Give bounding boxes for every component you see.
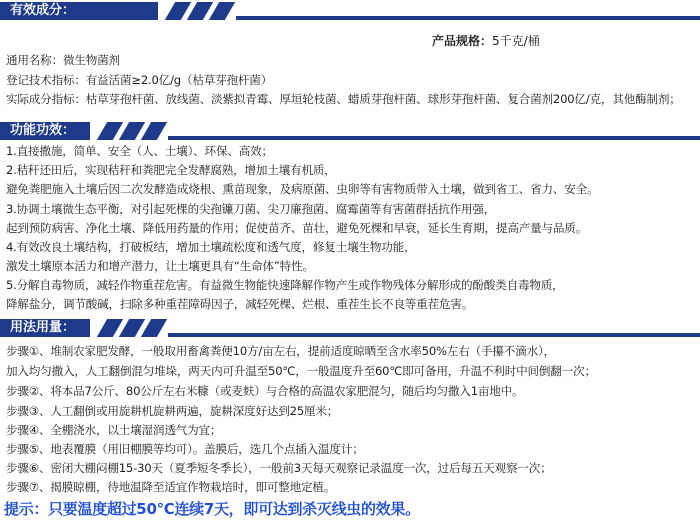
- section-title: 用法用量：: [0, 319, 90, 337]
- ingredients-line: 实际成分指标：枯草芽孢杆菌、放线菌、淡紫拟青霉、厚垣轮枝菌、蜡质芽孢杆菌、球形芽孢杆菌、复合菌剂200亿/克，其他酶制剂；: [6, 92, 681, 106]
- ingredients-line: 通用名称：微生物菌剂: [6, 53, 120, 67]
- effects-line: 激发土壤原本活力和增产潜力，让土壤更具有“生命体”特性。: [6, 259, 314, 273]
- usage-line: 步骤⑥、密闭大棚闷棚15-30天（夏季短冬季长），一般前3天每天观察记录温度一次，过后每五天观察一次；: [6, 461, 552, 475]
- product-spec: [432, 32, 540, 49]
- usage-line: 步骤⑦、揭膜晾棚，待地温降至适宜作物栽培时，即可整地定植。: [6, 480, 336, 494]
- usage-line: 步骤①、堆制农家肥发酵，一般取用畜禽粪便10方/亩左右，提前适度晾晒至含水率50%左右（手攥不滴水），: [6, 344, 555, 358]
- band-rule: [236, 16, 700, 20]
- section-title: 有效成分：: [0, 2, 158, 20]
- section-title: 功能功效：: [0, 122, 90, 140]
- band-rule: [168, 136, 700, 140]
- effects-line: 2.秸秆还田后，实现秸秆和粪肥完全发酵腐熟，增加土壤有机质，: [6, 163, 336, 177]
- tip-note: 提示：只要温度超过50℃连续7天，即可达到杀灭线虫的效果。: [4, 500, 420, 518]
- effects-line: 起到预防病害、净化土壤、降低用药量的作用；促使苗齐、苗壮，避免死棵和早衰，延长生育期，提高产量与品质。: [6, 221, 588, 235]
- effects-line: 避免粪肥施入土壤后因二次发酵造成烧根、熏苗现象，及病原菌、虫卵等有害物质带入土壤，做到省工、省力、安全。: [6, 182, 599, 196]
- usage-line: 加入均匀撒入，人工翻倒混匀堆垛，两天内可升温至50℃，一般温度升至60℃即可备用，升温不利时中间倒翻一次；: [6, 364, 596, 378]
- usage-line: 步骤②、将本品7公斤、80公斤左右米糠（或麦麸）与合格的高温农家肥混匀，随后均匀撒入1亩地中。: [6, 384, 524, 398]
- section-header-usage: [0, 319, 700, 337]
- effects-line: 1.直接撒施，简单、安全（人、土壤）、环保、高效；: [6, 144, 273, 158]
- effects-line: 4.有效改良土壤结构，打破板结，增加土壤疏松度和透气度，修复土壤生物功能，: [6, 240, 416, 254]
- ingredients-line: 登记技术指标：有益活菌≥2.0亿/g（枯草芽孢杆菌）: [6, 73, 273, 87]
- usage-line: 步骤③、人工翻倒或用旋耕机旋耕两遍，旋耕深度好达到25厘米；: [6, 404, 339, 418]
- section-header-effects: [0, 122, 700, 140]
- product-spec-value: 5千克/桶: [492, 34, 540, 48]
- effects-line: 降解盐分，调节酸碱，扫除多种重茬障碍因子，减轻死棵、烂根、重茬生长不良等重茬危害。: [6, 297, 474, 311]
- band-decoration: [170, 2, 236, 20]
- band-rule: [168, 333, 700, 337]
- band-decoration: [102, 122, 168, 140]
- usage-line: 步骤④、全棚浇水，以土壤湿润透气为宜；: [6, 423, 222, 437]
- product-spec-label: 产品规格：: [432, 34, 493, 48]
- effects-line: 3.协调土壤微生态平衡，对引起死棵的尖孢镰刀菌、尖刀廉孢菌、腐霉菌等有害菌群括抗作用强，: [6, 202, 496, 216]
- band-decoration: [102, 319, 168, 337]
- effects-line: 5.分解自毒物质，减轻作物重茬危害。有益微生物能快速降解作物产生或作物残体分解形成的酚酸类自毒物质，: [6, 278, 564, 292]
- usage-line: 步骤⑤、地表覆膜（用旧棚膜等均可）。盖膜后，选几个点插入温度计；: [6, 442, 364, 456]
- section-header-ingredients: [0, 2, 700, 20]
